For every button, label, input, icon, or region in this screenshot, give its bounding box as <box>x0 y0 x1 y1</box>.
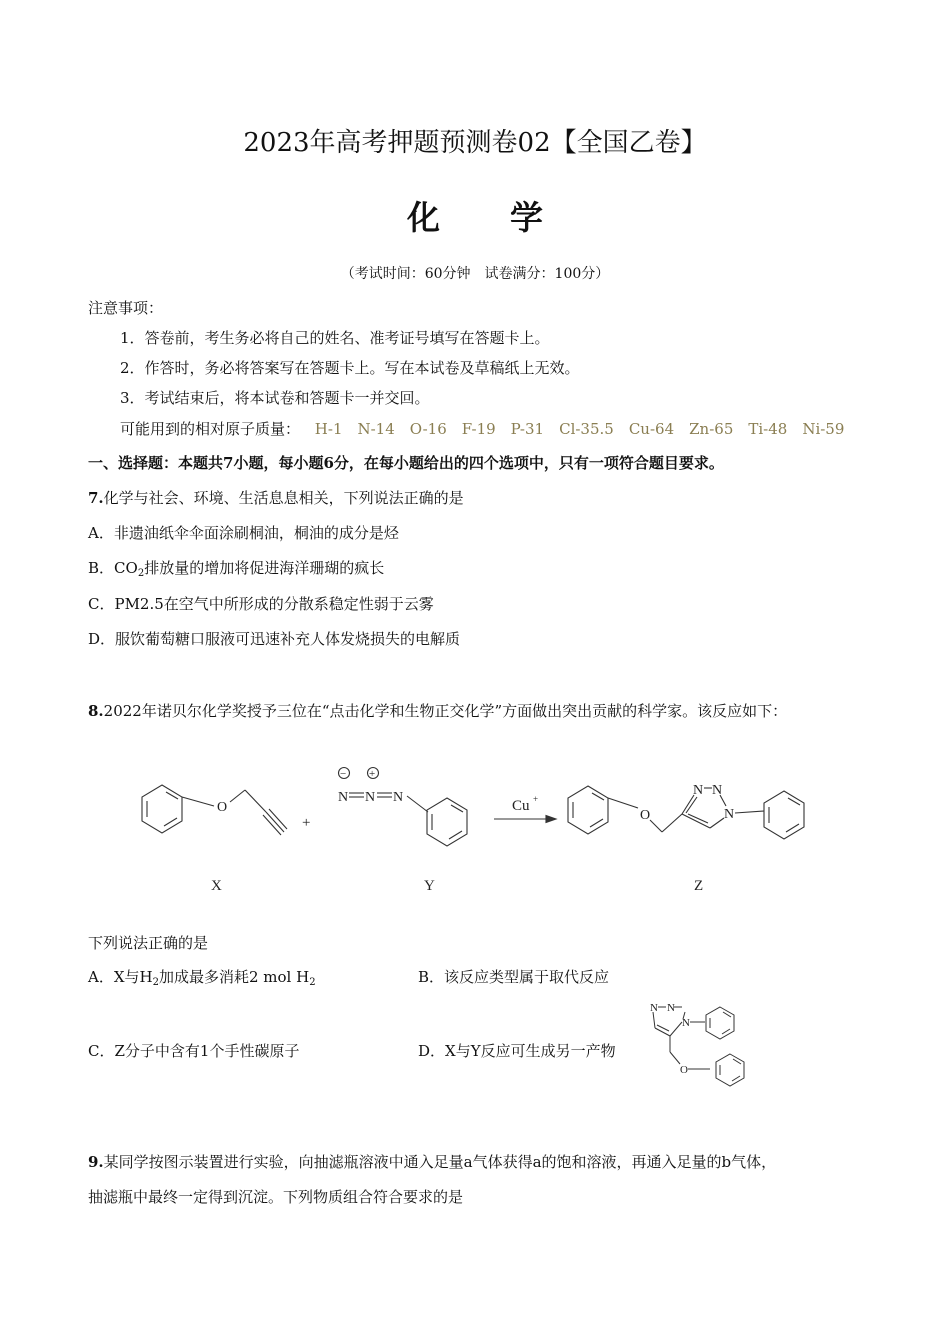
x-oxygen-label: O <box>217 800 228 815</box>
q8-stem <box>88 700 787 721</box>
y-n3-label: N <box>393 790 404 805</box>
atomic-mass-label: 可能用到的相对原子质量： <box>120 420 301 438</box>
option-d-n1-label: N <box>682 1017 690 1029</box>
q8-option-d: D．X与Y反应可生成另一产物 <box>418 1042 616 1060</box>
z-right-benzene-ring <box>764 791 804 839</box>
label-x: X <box>211 878 222 894</box>
y-plus-charge: + <box>369 768 376 780</box>
note-item-3: 3．考试结束后，将本试卷和答题卡一并交回。 <box>120 389 430 407</box>
q8-prompt: 下列说法正确的是 <box>88 934 209 952</box>
x-benzene-ring <box>142 785 182 833</box>
atomic-mass-line <box>120 418 844 439</box>
option-d-upper-ring <box>706 1007 734 1039</box>
q7-option-c: C．PM2.5在空气中所形成的分散系稳定性弱于云雾 <box>88 595 434 613</box>
q7-option-b-post: 排放量的增加将促进海洋珊瑚的疯长 <box>144 559 385 577</box>
exam-time-info: （考试时间：60分钟 试卷满分：100分） <box>340 266 610 282</box>
option-d-oxygen-label: O <box>680 1064 688 1076</box>
y-minus-charge: − <box>340 768 347 780</box>
note-item-2: 2．作答时，务必将答案写在答题卡上。写在本试卷及草稿纸上无效。 <box>120 359 580 377</box>
z-n1-label: N <box>724 807 735 822</box>
q8-option-a-sub2: 2 <box>309 977 316 988</box>
q9-number: 9. <box>88 1153 104 1171</box>
q8-option-a-sub1: 2 <box>152 977 159 988</box>
q7-option-b-sub: 2 <box>137 568 145 579</box>
q7-option-b <box>88 557 384 578</box>
option-d-structure <box>640 992 760 1097</box>
notes-heading: 注意事项： <box>88 299 164 317</box>
label-y: Y <box>424 878 435 894</box>
q9-line1 <box>88 1151 776 1172</box>
z-left-benzene-ring <box>568 786 608 834</box>
z-n3-label: N <box>693 783 704 798</box>
q8-option-a-pre: A．X与H <box>88 968 153 986</box>
y-n1-label: N <box>338 790 349 805</box>
q7-option-b-pre: B．CO <box>88 559 138 577</box>
q9-line1-text: 某同学按图示装置进行实验，向抽滤瓶溶液中通入足量a气体获得a的饱和溶液，再通入足量的b气体， <box>103 1153 777 1171</box>
q7-number: 7. <box>88 489 104 507</box>
scheme-catalyst: Cu <box>512 798 530 814</box>
scheme-catalyst-charge: + <box>533 794 539 804</box>
y-benzene-ring <box>427 798 467 846</box>
q7-option-a: A．非遗油纸伞伞面涂刷桐油，桐油的成分是烃 <box>88 524 399 542</box>
scheme-plus: + <box>302 815 311 831</box>
atomic-mass-values: H-1 N-14 O-16 F-19 P-31 Cl-35.5 Cu-64 Zn-65 Ti-48 Ni-59 <box>314 420 845 438</box>
option-d-n3-label: N <box>650 1002 658 1014</box>
q8-option-c: C．Z分子中含有1个手性碳原子 <box>88 1042 300 1060</box>
y-n2-label: N <box>365 790 376 805</box>
q8-option-a-mid: 加成最多消耗2 mol H <box>158 968 310 986</box>
label-z: Z <box>694 878 704 894</box>
q7-option-d: D．服饮葡萄糖口服液可迅速补充人体发烧损失的电解质 <box>88 630 461 648</box>
note-item-1: 1．答卷前，考生务必将自己的姓名、准考证号填写在答题卡上。 <box>120 329 550 347</box>
q7-stem <box>88 487 464 508</box>
section-heading: 一、选择题：本题共7小题，每小题6分，在每小题给出的四个选项中，只有一项符合题目要求。 <box>88 454 724 472</box>
exam-title: 2023年高考押题预测卷02【全国乙卷】 <box>243 128 707 158</box>
option-d-n2-label: N <box>667 1002 675 1014</box>
q8-option-a <box>88 966 316 987</box>
q8-option-b: B．该反应类型属于取代反应 <box>418 968 610 986</box>
q7-stem-text: 化学与社会、环境、生活息息相关，下列说法正确的是 <box>103 489 464 507</box>
q8-stem-text: 2022年诺贝尔化学奖授予三位在“点击化学和生物正交化学”方面做出突出贡献的科学家。该反应如下： <box>103 702 788 720</box>
q8-number: 8. <box>88 702 104 720</box>
option-d-lower-ring <box>716 1054 744 1086</box>
z-n2-label: N <box>712 783 723 798</box>
q9-line2: 抽滤瓶中最终一定得到沉淀。下列物质组合符合要求的是 <box>88 1188 464 1206</box>
subject-title: 化学 <box>407 198 613 237</box>
reaction-scheme <box>0 750 950 900</box>
z-oxygen-label: O <box>640 808 651 823</box>
